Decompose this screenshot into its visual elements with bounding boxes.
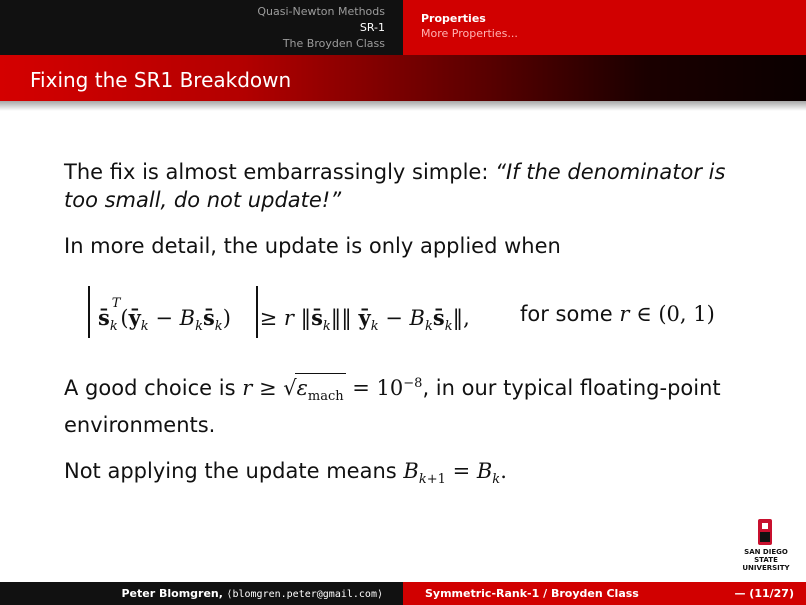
paragraph-fix	[64, 158, 764, 214]
nav-subsection-more-properties[interactable]: More Properties...	[421, 27, 518, 40]
slide-body	[64, 158, 764, 512]
logo-emblem-base	[760, 532, 770, 542]
section-navigation	[0, 0, 403, 55]
subsection-navigation	[403, 0, 806, 55]
footer-email: ⟨blomgren.peter@gmail.com⟩	[226, 589, 383, 600]
title-shadow	[0, 101, 806, 111]
nav-subsection-properties[interactable]: Properties	[421, 12, 486, 25]
nav-section-sr1[interactable]: SR-1	[359, 21, 385, 34]
footer	[0, 582, 806, 605]
no-update-formula: $B_{k+1} = B_k$.	[403, 459, 507, 488]
top-navigation	[0, 0, 806, 55]
paragraph-detail: In more detail, the update is only applied when	[64, 234, 561, 258]
nav-section-quasi-newton[interactable]: Quasi-Newton Methods	[257, 5, 385, 18]
footer-author: Peter Blomgren, ⟨blomgren.peter@gmail.com⟩	[0, 582, 403, 605]
university-wordmark: SAN DIEGO STATE UNIVERSITY	[742, 548, 790, 572]
choice-intro-text: A good choice is	[64, 376, 236, 400]
condition-range: for some r ∈ (0, 1)	[520, 302, 715, 326]
choice-tail-text: , in our typical floating-point environments.	[64, 376, 721, 438]
paragraph-no-update	[64, 457, 764, 494]
no-update-text: Not applying the update means	[64, 459, 397, 484]
epsilon-formula: $r \ge √\varepsilon_{mach} = 10^{-8}$	[242, 376, 422, 400]
inequality-formula: $s̄_k^T(ȳ_k$ − $B_ks̄_k) \ge r$ $‖s̄_k‖‖$ $ȳ_k$ − $B_ks̄_k‖$,	[98, 296, 470, 335]
footer-talk-title: Symmetric-Rank-1 / Broyden Class	[403, 582, 685, 605]
fix-quote: “If the denominator is too small, do not update!”	[64, 160, 726, 212]
nav-section-broyden[interactable]: The Broyden Class	[282, 37, 385, 50]
frame-title-bar	[0, 55, 806, 101]
fix-intro-text: The fix is almost embarrassingly simple:	[64, 160, 496, 184]
frame-title: Fixing the SR1 Breakdown	[30, 68, 292, 92]
abs-bar-left	[88, 286, 90, 338]
logo-emblem	[762, 523, 768, 529]
update-condition-equation	[64, 278, 764, 358]
footer-page-number: — (11/27)	[685, 582, 806, 605]
paragraph-choice	[64, 370, 764, 439]
